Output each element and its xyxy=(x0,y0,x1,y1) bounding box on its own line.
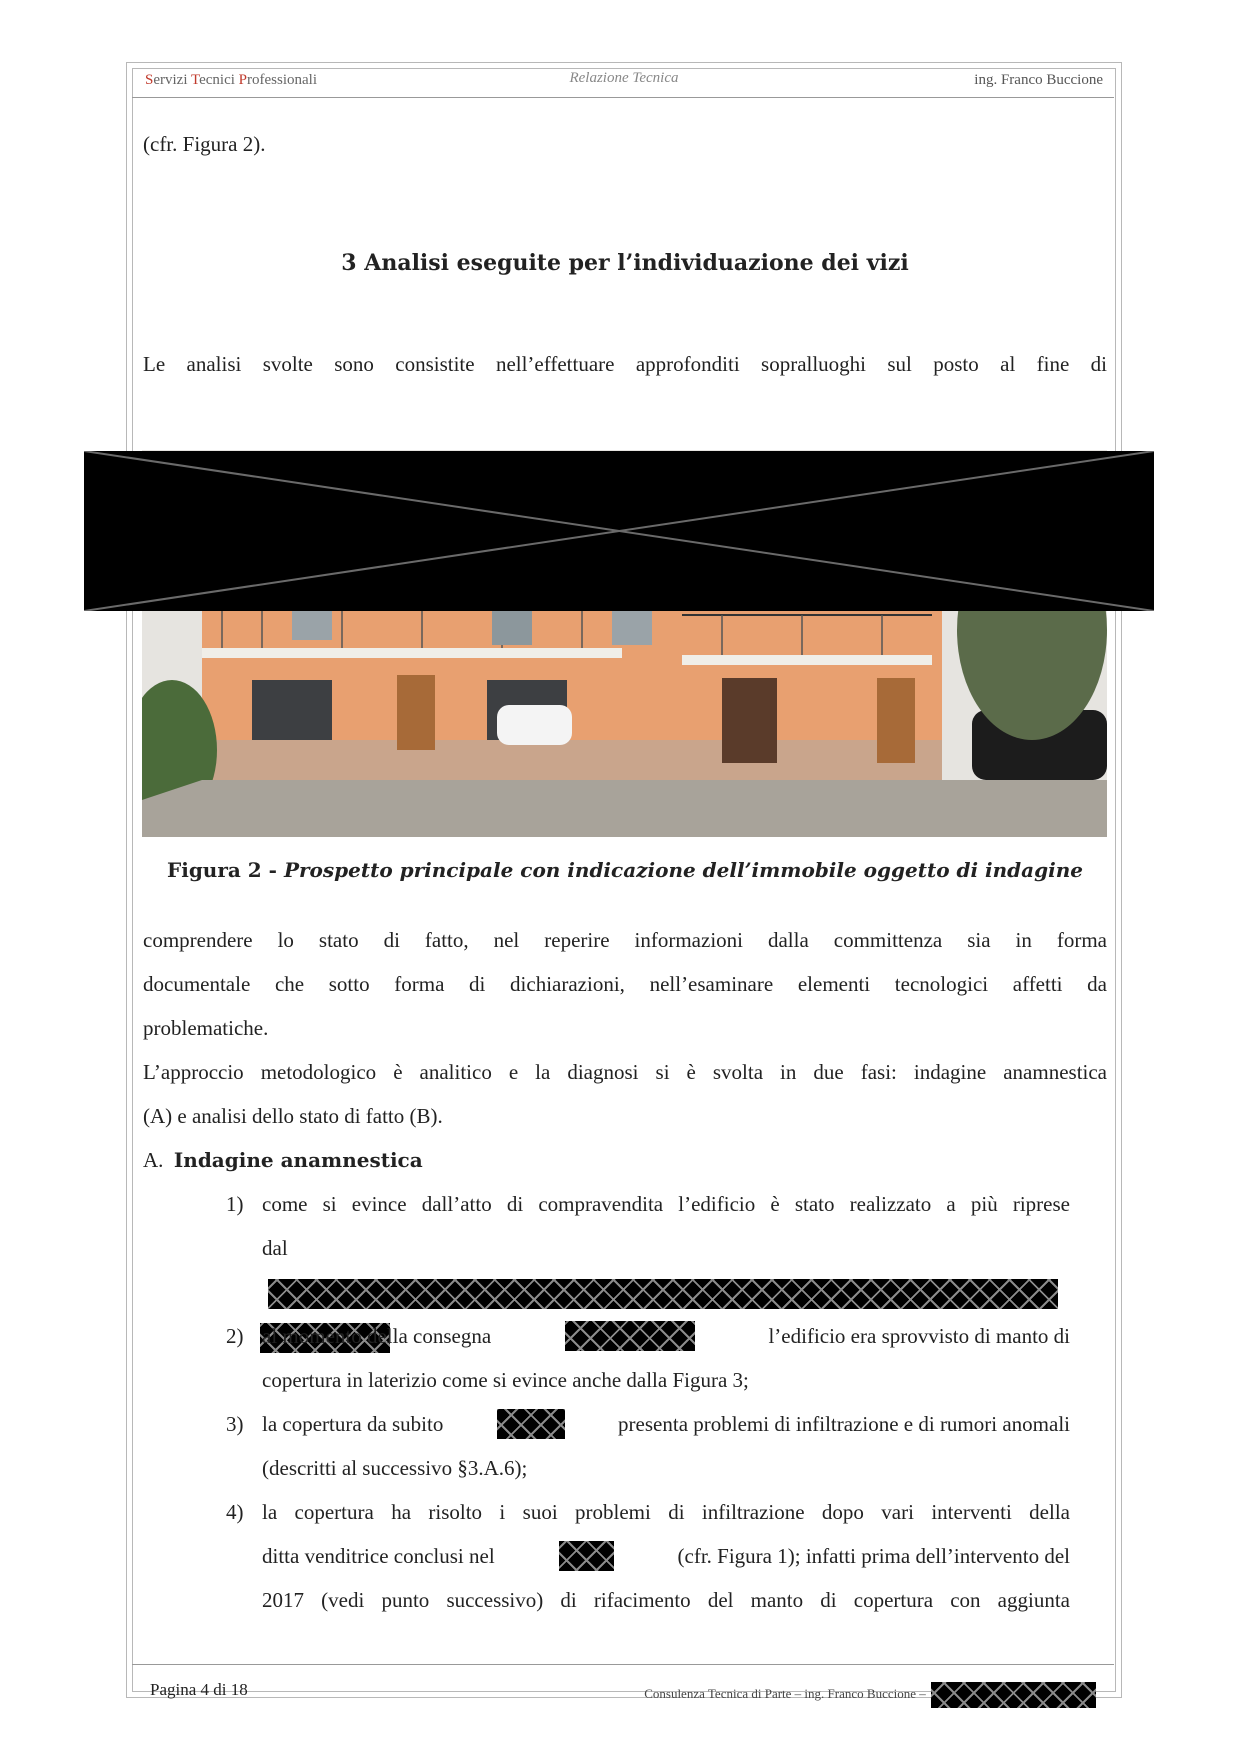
redaction-hatch xyxy=(268,1279,1058,1309)
list-number: 3) xyxy=(226,1412,244,1436)
figure-caption-text: Prospetto principale con indicazione dell’immobile oggetto di indagine xyxy=(283,858,1083,882)
list-2-line-1-b: l’edificio era sprovvisto di manto di xyxy=(768,1324,1070,1348)
list-body xyxy=(262,1402,1070,1490)
top-line: (cfr. Figura 2). xyxy=(143,132,266,156)
header-center: Relazione Tecnica xyxy=(569,70,679,86)
header-initial-p: P xyxy=(238,72,247,88)
list-3-line-2: (descritti al successivo §3.A.6); xyxy=(262,1456,528,1480)
list-1-line-2-text: dal xyxy=(262,1236,288,1260)
subsection-a xyxy=(143,1138,1107,1182)
list-3-line-1 xyxy=(262,1402,1070,1446)
redaction-block xyxy=(84,451,1154,611)
redaction-hatch xyxy=(559,1541,614,1571)
list-3-line-1-b: presenta problemi di infiltrazione e di rumori anomali xyxy=(618,1412,1070,1436)
page-number: Pagina 4 di 18 xyxy=(150,1680,248,1699)
header-word-1: ervizi xyxy=(153,72,191,88)
list-2-line-1 xyxy=(262,1314,1070,1358)
redaction-hatch xyxy=(931,1682,1096,1708)
footer-right-text: Consulenza Tecnica di Parte – ing. Franco Buccione – xyxy=(644,1685,926,1701)
list-4-line-2-b: (cfr. Figura 1); infatti prima dell’intervento del xyxy=(677,1544,1070,1568)
redaction-cross-icon xyxy=(84,451,1154,611)
intro-line: Le analisi svolte sono consistite nell’effettuare approfonditi sopralluoghi sul posto al fine di xyxy=(143,352,1107,376)
footer-rule xyxy=(132,1664,1114,1665)
list-2-line-2: copertura in laterizio come si evince anche dalla Figura 3; xyxy=(262,1368,749,1392)
page-header xyxy=(145,70,1103,92)
para1-line2: documentale che sotto forma di dichiarazioni, nell’esaminare elementi tecnologici affetti da xyxy=(143,972,1107,996)
para1-line3: problematiche. xyxy=(143,1016,269,1040)
list-body xyxy=(262,1314,1070,1402)
para2-line1: L’approccio metodologico è analitico e la diagnosi si è svolta in due fasi: indagine anamnestica xyxy=(143,1060,1107,1084)
list-number: 1) xyxy=(226,1192,244,1216)
figure-caption xyxy=(143,858,1107,882)
list-4-line-3: 2017 (vedi punto successivo) di rifacimento del manto di copertura con aggiunta xyxy=(262,1588,1070,1612)
header-initial-t: T xyxy=(190,72,200,88)
header-word-2: ecnici xyxy=(199,72,239,88)
list-number: 4) xyxy=(226,1500,244,1524)
list-1-line-2 xyxy=(262,1226,1070,1314)
list-4-line-1: la copertura ha risolto i suoi problemi di infiltrazione dopo vari interventi della xyxy=(262,1500,1070,1524)
para1-line1: comprendere lo stato di fatto, nel reperire informazioni dalla committenza sia in forma xyxy=(143,928,1107,952)
header-initial-s: S xyxy=(145,72,154,88)
list-3-line-1-a: la copertura da subito xyxy=(262,1412,444,1436)
list-1-line-1: come si evince dall’atto di compravendita l’edificio è stato realizzato a più riprese xyxy=(262,1192,1070,1216)
redaction-hatch xyxy=(565,1321,695,1351)
header-word-3: rofessionali xyxy=(247,72,317,88)
redaction-hatch xyxy=(497,1409,565,1439)
section-heading: 3 Analisi eseguite per l’individuazione dei vizi xyxy=(341,250,909,276)
subsection-a-title: Indagine anamnestica xyxy=(173,1148,423,1172)
subsection-a-prefix: A. xyxy=(143,1148,164,1172)
list-4-line-2-a: ditta venditrice conclusi nel xyxy=(262,1544,495,1568)
figure-caption-label: Figura 2 - xyxy=(167,858,284,882)
list-2-line-1-a: al momento della consegna xyxy=(262,1324,492,1348)
para2-line2: (A) e analisi dello stato di fatto (B). xyxy=(143,1104,443,1128)
page-footer xyxy=(150,1676,1096,1706)
list-body xyxy=(262,1490,1070,1622)
list-4-line-2 xyxy=(262,1534,1070,1578)
footer-right xyxy=(644,1682,1096,1708)
header-rule xyxy=(132,97,1114,98)
list-number: 2) xyxy=(226,1324,244,1348)
header-right: ing. Franco Buccione xyxy=(974,72,1103,88)
